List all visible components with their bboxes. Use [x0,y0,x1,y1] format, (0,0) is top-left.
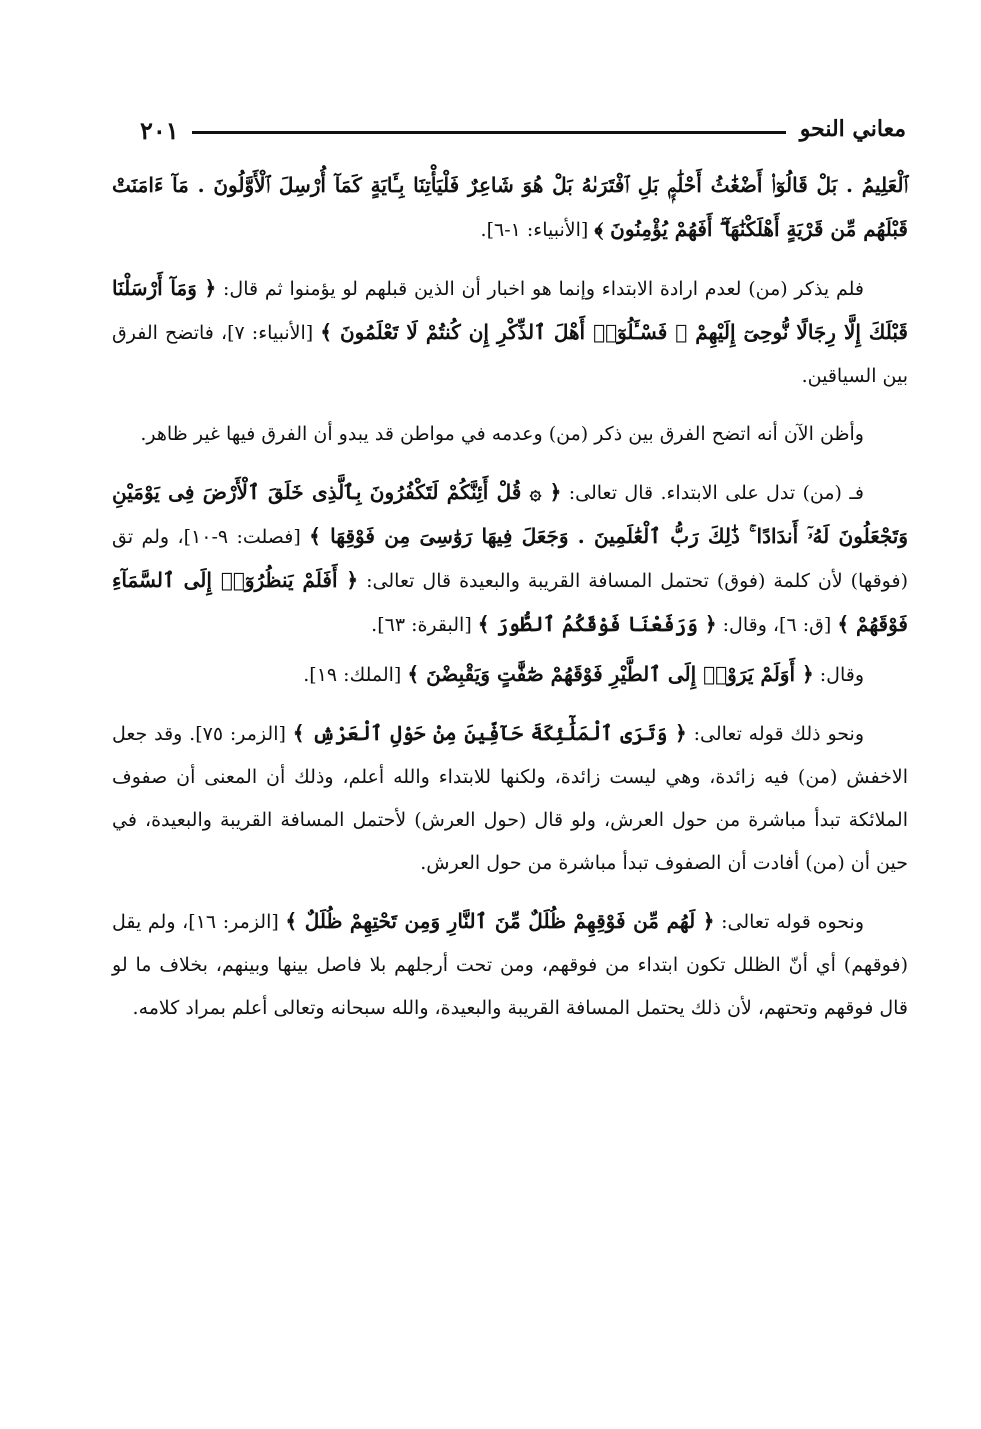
prose-text: فـ (من) تدل على الابتداء. قال تعالى: [561,482,864,504]
quran-quote: ﴿ لَهُم مِّن فَوْقِهِمْ ظُلَلٌ مِّنَ ٱلنَّارِ وَمِن تَحْتِهِمْ ظُلَلٌ ﴾ [285,909,715,933]
paragraph [112,653,908,697]
page-header [128,112,906,152]
paragraph [112,164,908,252]
quran-quote: ٱلْعَلِيمُ . بَلْ قَالُوٓا۟ أَضْغَٰثُ أَحْلَٰمٍۭ بَلِ ٱفْتَرَىٰهُ بَلْ هُوَ شَاعِرٌ فَلْيَأْتِنَا بِـَٔايَةٍ كَمَآ أُرْسِلَ ٱلْأَوَّلُونَ . مَآ ءَامَنَتْ قَبْلَهُم مِّن قَرْيَةٍ أَهْلَكْنَٰهَآ ۖ أَفَهُمْ يُؤْمِنُونَ ﴾ [112,173,908,241]
quran-quote: ﴿ وَمَآ أَرْسَلْنَا قَبْلَكَ إِلَّا رِجَالًا نُّوحِىٓ إِلَيْهِمْ ۖ فَسْـَٔلُوٓا۟ أَهْلَ ٱلذِّكْرِ إِن كُنتُمْ لَا تَعْلَمُونَ ﴾ [112,276,908,344]
page-number: ٢٠١ [140,116,179,145]
prose-text: فلم يذكر (من) لعدم ارادة الابتداء وإنما هو اخبار أن الذين قبلهم لو يؤمنوا ثم قال: [216,278,864,300]
prose-text: ونحوه قوله تعالى: [714,911,864,933]
quran-quote: ﴿ وَتَرَى ٱلْمَلَٰٓئِكَةَ حَآفِّينَ مِنْ حَوْلِ ٱلْعَرْشِ ﴾ [292,721,687,745]
prose-text: وقال: [813,664,864,686]
page-body [112,164,908,1045]
paragraph [112,712,908,885]
prose-text: [الزمر: ١٦]، ولم يقل (فوقهم) أي أنّ الظلل تكون ابتداء من فوقهم، ومن تحت أرجلهم بلا فاصل بينها وبينهم، بخلاف ما لو قال فوقهم وتحتهم، لأن ذلك يحتمل المسافة القريبة والبعيدة، والله سبحانه وتعالى أعلم بمراد كلامه. [112,911,908,1019]
prose-text: [فصلت: ٩-١٠]، ولم تق (فوقها) لأن كلمة (فوق) تحتمل المسافة القريبة والبعيدة قال تعالى: [112,526,908,592]
prose-text: [الأنبياء: ١-٦]. [480,219,595,241]
paragraph [112,900,908,1030]
quran-quote: ﴿ أَفَلَمْ يَنظُرُوٓا۟ إِلَى ٱلسَّمَآءِ فَوْقَهُمْ ﴾ [112,568,908,636]
prose-text: [الأنبياء: ٧]، فاتضح الفرق بين السياقين. [112,322,908,387]
paragraph [112,413,908,456]
quran-quote: ﴿ وَرَفَعْنَا فَوْقَكُمُ ٱلطُّورَ ﴾ [477,612,717,636]
prose-text: [البقرة: ٦٣]. [371,614,478,636]
header-rule [192,131,786,134]
prose-text: وأظن الآن أنه اتضح الفرق بين ذكر (من) وعدمه في مواطن قد يبدو أن الفرق فيها غير ظاهر. [140,423,864,445]
prose-text: [الملك: ١٩]. [303,664,408,686]
prose-text: [ق: ٦]، وقال: [716,614,838,636]
prose-text: ونحو ذلك قوله تعالى: [686,723,864,745]
paragraph [112,267,908,398]
paragraph [112,471,908,647]
quran-quote: ﴿ ۞ قُلْ أَئِنَّكُمْ لَتَكْفُرُونَ بِٱلَّذِى خَلَقَ ٱلْأَرْضَ فِى يَوْمَيْنِ وَتَجْعَلُونَ لَهُۥٓ أَندَادًا ۚ ذَٰلِكَ رَبُّ ٱلْعَٰلَمِينَ . وَجَعَلَ فِيهَا رَوَٰسِىَ مِن فَوْقِهَا ﴾ [112,480,908,548]
quran-quote: ﴿ أَوَلَمْ يَرَوْا۟ إِلَى ٱلطَّيْرِ فَوْقَهُمْ صَٰٓفَّٰتٍ وَيَقْبِضْنَ ﴾ [407,662,814,686]
running-title: معاني النحو [799,116,906,142]
prose-text: [الزمر: ٧٥]. وقد جعل الاخفش (من) فيه زائدة، وهي ليست زائدة، ولكنها للابتداء والله أعلم، وذلك أن المعنى أن صفوف الملائكة تبدأ مباشرة من حول العرش، ولو قال (حول العرش) لأحتمل المسافة القريبة والبعيدة، في حين أن (من) أفادت أن الصفوف تبدأ مباشرة من حول العرش. [112,723,908,874]
